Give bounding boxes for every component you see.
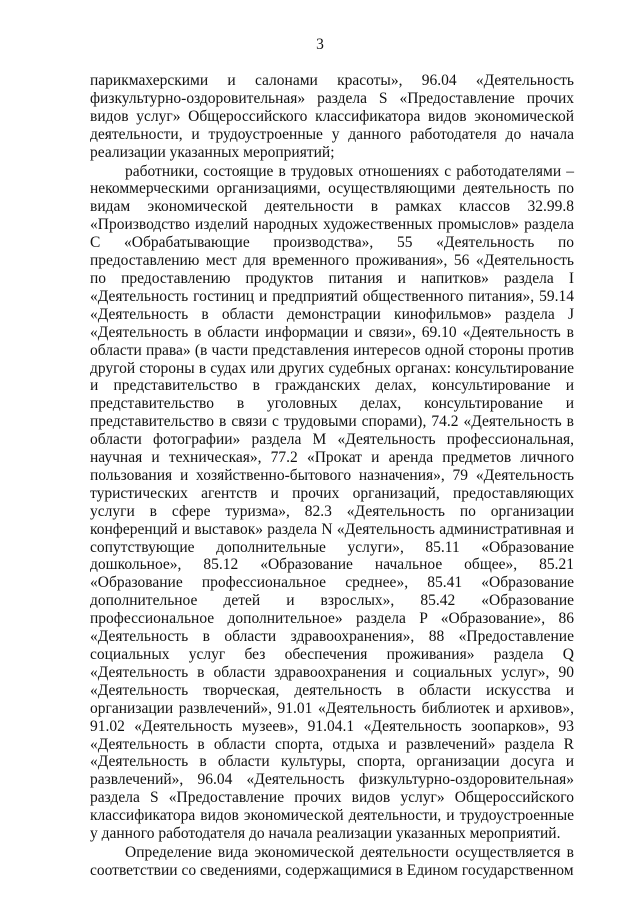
document-body — [90, 72, 574, 880]
paragraph-workers-list: работники, состоящие в трудовых отношениях с работодателями – некоммерческими организациями, осуществляющими деятельность по видам экономической деятельности в рамках классов 32.99.8 «Производство изделий народных художественных промыслов» раздела C «Обрабатывающие производства», 55 «Деятельность по предоставлению мест для временного проживания», 56 «Деятельность по предоставлению продуктов питания и напитков» раздела I «Деятельность гостиниц и предприятий общественного питания», 59.14 «Деятельность в области демонстрации кинофильмов» раздела J «Деятельность в области информации и связи», 69.10 «Деятельность в области права» (в части представления интересов одной стороны против другой стороны в судах или других судебных органах: консультирование и представительство в гражданских делах, консультирование и представительство в уголовных делах, консультирование и представительство в связи с трудовыми спорами), 74.2 «Деятельность в области фотографии» раздела M «Деятельность профессиональная, научная и техническая», 77.2 «Прокат и аренда предметов личного пользования и хозяйственно-бытового назначения», 79 «Деятельность туристических агентств и прочих организаций, предоставляющих услуги в сфере туризма», 82.3 «Деятельность по организации конференций и выставок» раздела N «Деятельность административная и сопутствующие дополнительные услуги», 85.11 «Образование дошкольное», 85.12 «Образование начальное общее», 85.21 «Образование профессиональное среднее», 85.41 «Образование дополнительное детей и взрослых», 85.42 «Образование профессиональное дополнительное» раздела P «Образование», 86 «Деятельность в области здравоохранения», 88 «Предоставление социальных услуг без обеспечения проживания» раздела Q «Деятельность в области здравоохранения и социальных услуг», 90 «Деятельность творческая, деятельность в области искусства и организации развлечений», 91.01 «Деятельность библиотек и архивов», 91.02 «Деятельность музеев», 91.04.1 «Деятельность зоопарков», 93 «Деятельность в области спорта, отдыха и развлечений» раздела R «Деятельность в области культуры, спорта, организации досуга и развлечений», 96.04 «Деятельность физкультурно-оздоровительная» раздела S «Предоставление прочих видов услуг» Общероссийского классификатора видов экономической деятельности, и трудоустроенные у данного работодателя до начала реализации указанных мероприятий. — [90, 162, 574, 843]
paragraph-continuation: парикмахерскими и салонами красоты», 96.04 «Деятельность физкультурно-оздоровительная» раздела S «Предоставление прочих видов услуг» Общероссийского классификатора видов экономической деятельности, и трудоустроенные у данного работодателя до начала реализации указанных мероприятий; — [90, 72, 574, 161]
paragraph-activity-definition: Определение вида экономической деятельности осуществляется в соответствии со сведениями, содержащимися в Едином государственном — [90, 843, 574, 879]
page-number: 3 — [316, 36, 324, 53]
